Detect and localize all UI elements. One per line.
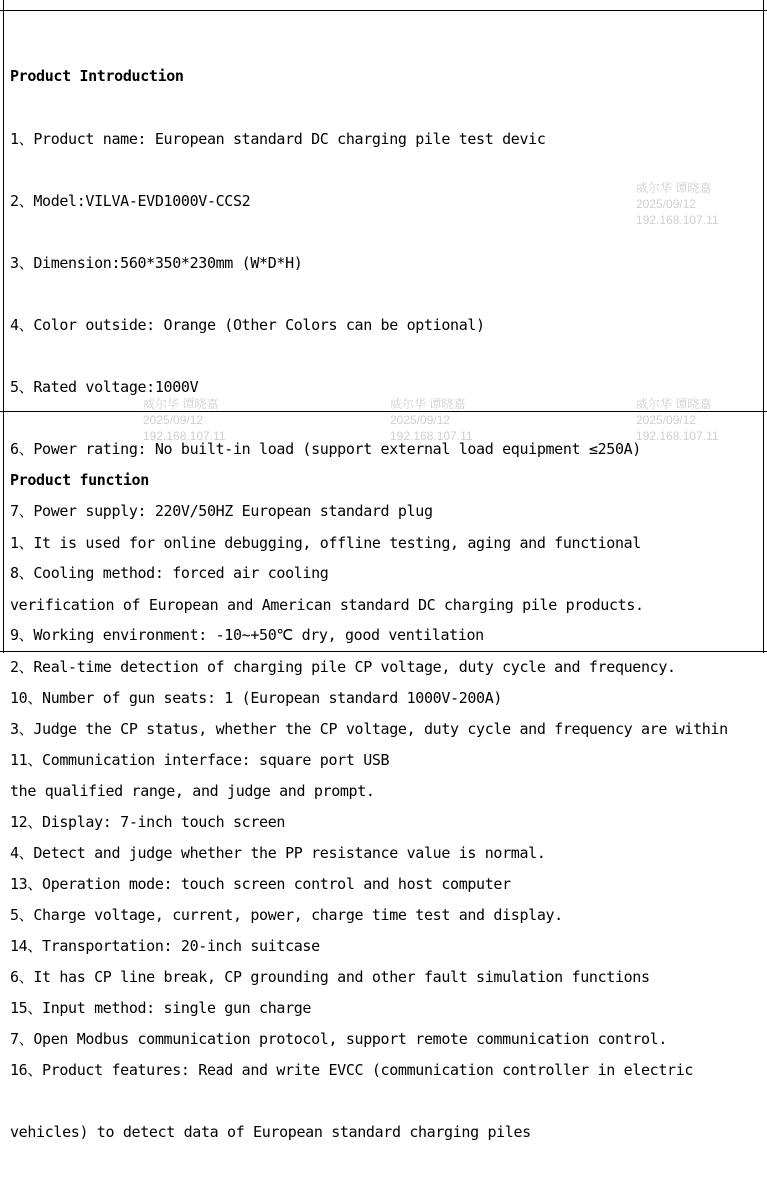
intro-line: 15、Input method: single gun charge bbox=[10, 999, 312, 1018]
intro-line: 8、Cooling method: forced air cooling bbox=[10, 564, 329, 583]
intro-line: 1、Product name: European standard DC charging pile test devic bbox=[10, 129, 546, 148]
watermark-ip: 192.168.107.11 bbox=[636, 213, 719, 227]
watermark-name: 威尔华 谭晓嘉 bbox=[636, 397, 712, 411]
watermark-ip: 192.168.107.11 bbox=[143, 429, 226, 443]
function-line: 3、Judge the CP status, whether the CP voltage, duty cycle and frequency are within bbox=[10, 719, 728, 738]
watermark-date: 2025/09/12 bbox=[143, 413, 204, 427]
table-border-right bbox=[763, 0, 764, 653]
intro-line: 14、Transportation: 20-inch suitcase bbox=[10, 936, 320, 955]
function-line: 1、It is used for online debugging, offline testing, aging and functional bbox=[10, 533, 641, 552]
watermark-date: 2025/09/12 bbox=[390, 413, 451, 427]
intro-line: 6、Power rating: No built-in load (support external load equipment ≤250A) bbox=[10, 440, 641, 459]
intro-line: 11、Communication interface: square port USB bbox=[10, 750, 390, 769]
intro-line: 2、Model:VILVA-EVD1000V-CCS2 bbox=[10, 191, 251, 210]
watermark-ip: 192.168.107.11 bbox=[390, 429, 473, 443]
intro-line: 4、Color outside: Orange (Other Colors can be optional) bbox=[10, 315, 485, 334]
intro-line: 7、Power supply: 220V/50HZ European standard plug bbox=[10, 502, 433, 521]
function-line: verification of European and American standard DC charging pile products. bbox=[10, 595, 644, 614]
watermark-name: 威尔华 谭晓嘉 bbox=[143, 397, 219, 411]
intro-line: 5、Rated voltage:1000V bbox=[10, 377, 199, 396]
intro-line: 13、Operation mode: touch screen control and host computer bbox=[10, 874, 511, 893]
intro-line: 16、Product features: Read and write EVCC (communication controller in electric bbox=[10, 1061, 694, 1080]
watermark-date: 2025/09/12 bbox=[636, 197, 697, 211]
function-line: 6、It has CP line break, CP grounding and other fault simulation functions bbox=[10, 968, 650, 987]
watermark-name: 威尔华 谭晓嘉 bbox=[636, 181, 712, 195]
function-line: 5、Charge voltage, current, power, charge time test and display. bbox=[10, 906, 563, 925]
watermark-name: 威尔华 谭晓嘉 bbox=[390, 397, 466, 411]
intro-line: vehicles) to detect data of European standard charging piles bbox=[10, 1123, 531, 1142]
table-border-top bbox=[0, 10, 767, 11]
watermark-date: 2025/09/12 bbox=[636, 413, 697, 427]
table-border-left bbox=[3, 0, 4, 653]
product-function-cell bbox=[10, 429, 762, 1092]
function-line: 7、Open Modbus communication protocol, support remote communication control. bbox=[10, 1030, 668, 1049]
function-line: 4、Detect and judge whether the PP resistance value is normal. bbox=[10, 844, 546, 863]
intro-line: 9、Working environment: -10~+50℃ dry, good ventilation bbox=[10, 626, 484, 645]
product-function-heading: Product function bbox=[10, 471, 149, 490]
intro-line: 12、Display: 7-inch touch screen bbox=[10, 812, 286, 831]
function-line: the qualified range, and judge and prompt. bbox=[10, 781, 375, 800]
product-introduction-heading: Product Introduction bbox=[10, 67, 184, 86]
watermark-ip: 192.168.107.11 bbox=[636, 429, 719, 443]
function-line: 2、Real-time detection of charging pile CP voltage, duty cycle and frequency. bbox=[10, 657, 676, 676]
intro-line: 3、Dimension:560*350*230mm (W*D*H) bbox=[10, 253, 303, 272]
intro-line: 10、Number of gun seats: 1 (European standard 1000V-200A) bbox=[10, 688, 503, 707]
